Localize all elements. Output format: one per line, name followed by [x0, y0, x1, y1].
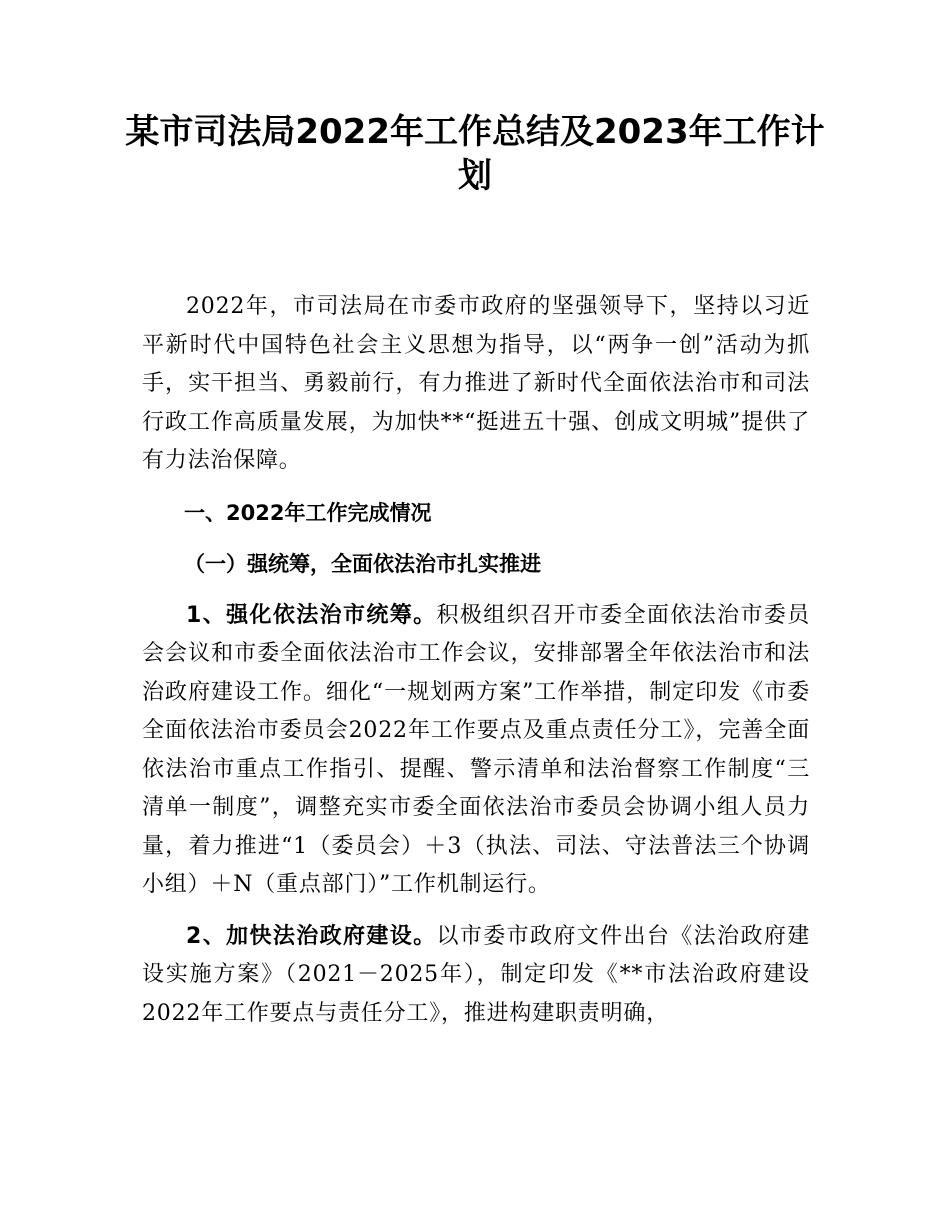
- section-heading-2022-summary: 一、2022年工作完成情况: [184, 500, 432, 525]
- item-lead-1: 1、强化依法治市统筹。: [186, 602, 437, 628]
- item-paragraph-1: [142, 597, 810, 905]
- document-body: [142, 288, 810, 1033]
- intro-paragraph: 2022年，市司法局在市委市政府的坚强领导下，坚持以习近平新时代中国特色社会主义思想为指导，以“两争一创”活动为抓手，实干担当、勇毅前行，有力推进了新时代全面依法治市和司法行政工作高质量发展，为加快**“挺进五十强、创成文明城”提供了有力法治保障。: [142, 294, 810, 473]
- item-text-1: 积极组织召开市委全面依法治市委员会会议和市委全面依法治市工作会议，安排部署全年依法治市和法治政府建设工作。细化“一规划两方案”工作举措，制定印发《市委全面依法治市委员会2022年工作要点及重点责任分工》，完善全面依法治市重点工作指引、提醒、警示清单和法治督察工作制度“三清单一制度”，调整充实市委全面依法治市委员会协调小组人员力量，着力推进“1（委员会）＋3（执法、司法、守法普法三个协调小组）＋N（重点部门）”工作机制运行。: [142, 602, 810, 897]
- item-text-2: 以市委市政府文件出台《法治政府建设实施方案》（2021－2025年），制定印发《**市法治政府建设2022年工作要点与责任分工》，推进构建职责明确，: [142, 923, 810, 1026]
- item-paragraph-2: [142, 918, 810, 1034]
- item-lead-2: 2、加快法治政府建设。: [186, 923, 437, 949]
- subsection-heading-coordination: （一）强统筹，全面依法治市扎实推进: [184, 552, 541, 576]
- document-title: 某市司法局2022年工作总结及2023年工作计划: [125, 112, 825, 196]
